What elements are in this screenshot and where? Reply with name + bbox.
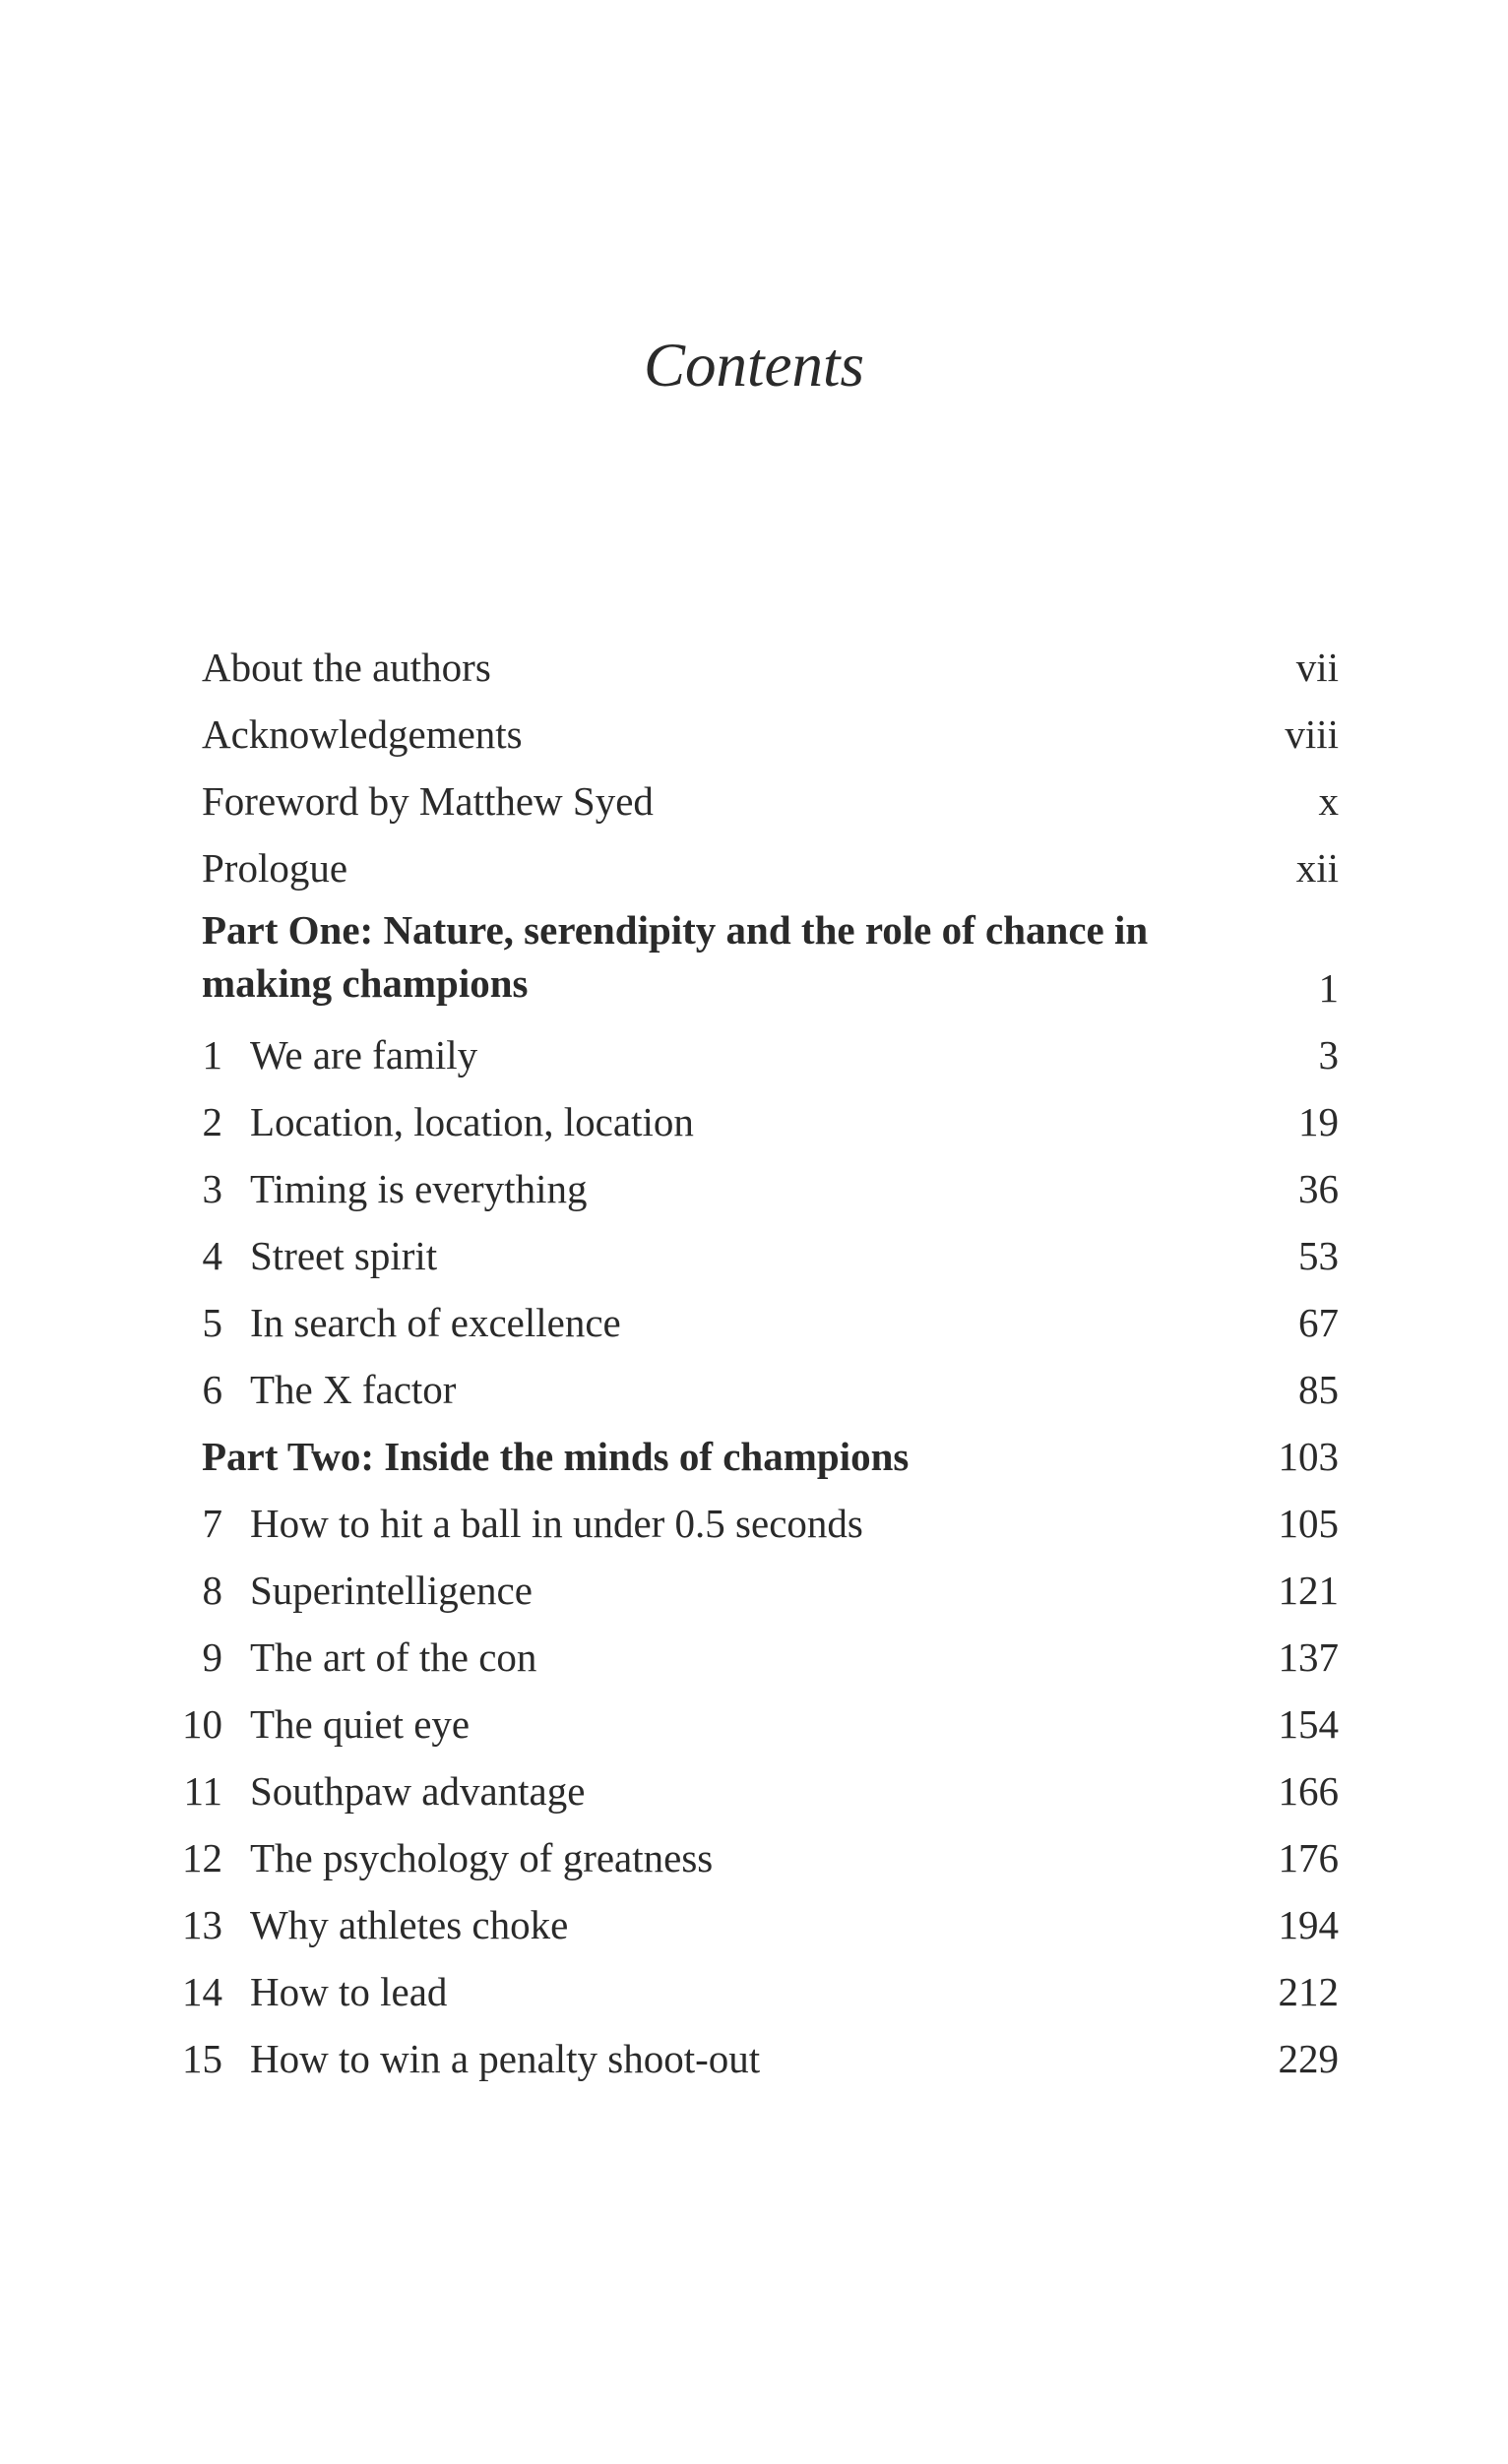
toc-entry-label: We are family [250,1032,478,1078]
toc-entry-page: xii [1295,845,1339,891]
toc-entry-page: 1 [1318,965,1339,1011]
chapter-number: 5 [202,1300,222,1345]
toc-chapter-14 [0,1964,1508,2031]
toc-entry-label: Superintelligence [250,1568,533,1613]
toc-entry-label: The art of the con [250,1634,537,1680]
toc-entry-page: 67 [1298,1300,1339,1345]
toc-entry-page: 85 [1298,1367,1339,1412]
chapter-number: 15 [182,2036,222,2081]
toc-entry-label: The psychology of greatness [250,1835,714,1880]
toc-entry-label: Prologue [202,845,348,891]
toc-chapter-5 [0,1295,1508,1362]
toc-entry-page: x [1318,778,1339,824]
chapter-number: 6 [202,1367,222,1412]
toc-entry-label: The quiet eye [250,1701,471,1747]
page-title: Contents [643,331,864,400]
toc-entry-page: 212 [1278,1969,1339,2014]
toc-entry-acknowledgements [0,707,1508,773]
toc-chapter-11 [0,1763,1508,1830]
table-of-contents [0,640,1508,2098]
toc-entry-label: Why athletes choke [250,1902,569,1947]
chapter-number: 12 [182,1835,222,1880]
toc-entry-page: 19 [1298,1099,1339,1144]
toc-chapter-12 [0,1830,1508,1897]
toc-entry-label: Location, location, location [250,1099,694,1144]
toc-part-label: Part Two: Inside the minds of champions [202,1434,910,1479]
toc-entry-page: 103 [1278,1434,1339,1479]
toc-entry-label: In search of excellence [250,1300,621,1345]
toc-entry-about-the-authors [0,640,1508,707]
toc-chapter-13 [0,1897,1508,1964]
toc-entry-page: viii [1285,711,1339,757]
toc-part-heading-one [0,907,1508,1027]
toc-entry-page: 137 [1278,1634,1339,1680]
chapter-number: 14 [182,1969,222,2014]
toc-entry-page: 166 [1278,1768,1339,1814]
toc-entry-label: Acknowledgements [202,711,523,757]
toc-chapter-10 [0,1696,1508,1763]
toc-entry-page: 3 [1318,1032,1339,1078]
toc-entry-label: How to win a penalty shoot-out [250,2036,761,2081]
toc-chapter-1 [0,1027,1508,1094]
toc-chapter-15 [0,2031,1508,2098]
toc-entry-label: Foreword by Matthew Syed [202,778,654,824]
toc-part-label: Part One: Nature, serendipity and the role of chance in making champions [202,907,1149,1006]
toc-entry-page: 154 [1278,1701,1339,1747]
toc-entry-label: Timing is everything [250,1166,588,1211]
toc-part-heading-two [0,1429,1508,1496]
toc-chapter-4 [0,1228,1508,1295]
toc-entry-label: How to hit a ball in under 0.5 seconds [250,1501,863,1546]
toc-entry-page: 105 [1278,1501,1339,1546]
toc-chapter-9 [0,1630,1508,1696]
chapter-number: 13 [182,1902,222,1947]
chapter-number: 10 [182,1701,222,1747]
toc-entry-page: 36 [1298,1166,1339,1211]
toc-entry-page: 194 [1278,1902,1339,1947]
toc-entry-label: The X factor [250,1367,457,1412]
toc-entry-foreword [0,773,1508,840]
chapter-number: 11 [183,1768,222,1814]
toc-entry-page: 176 [1278,1835,1339,1880]
chapter-number: 2 [202,1099,222,1144]
toc-entry-page: 229 [1278,2036,1339,2081]
chapter-number: 3 [202,1166,222,1211]
toc-chapter-2 [0,1094,1508,1161]
toc-entry-label: Southpaw advantage [250,1768,586,1814]
toc-entry-label: About the authors [202,645,491,690]
toc-chapter-8 [0,1563,1508,1630]
toc-chapter-6 [0,1362,1508,1429]
toc-entry-page: 121 [1278,1568,1339,1613]
toc-entry-page: 53 [1298,1233,1339,1278]
toc-entry-prologue [0,840,1508,907]
toc-chapter-3 [0,1161,1508,1228]
toc-entry-label: Street spirit [250,1233,438,1278]
toc-entry-label: How to lead [250,1969,448,2014]
toc-entry-page: vii [1295,645,1339,690]
chapter-number: 7 [202,1501,222,1546]
toc-chapter-7 [0,1496,1508,1563]
chapter-number: 4 [202,1233,222,1278]
chapter-number: 1 [202,1032,222,1078]
chapter-number: 8 [202,1568,222,1613]
chapter-number: 9 [202,1634,222,1680]
